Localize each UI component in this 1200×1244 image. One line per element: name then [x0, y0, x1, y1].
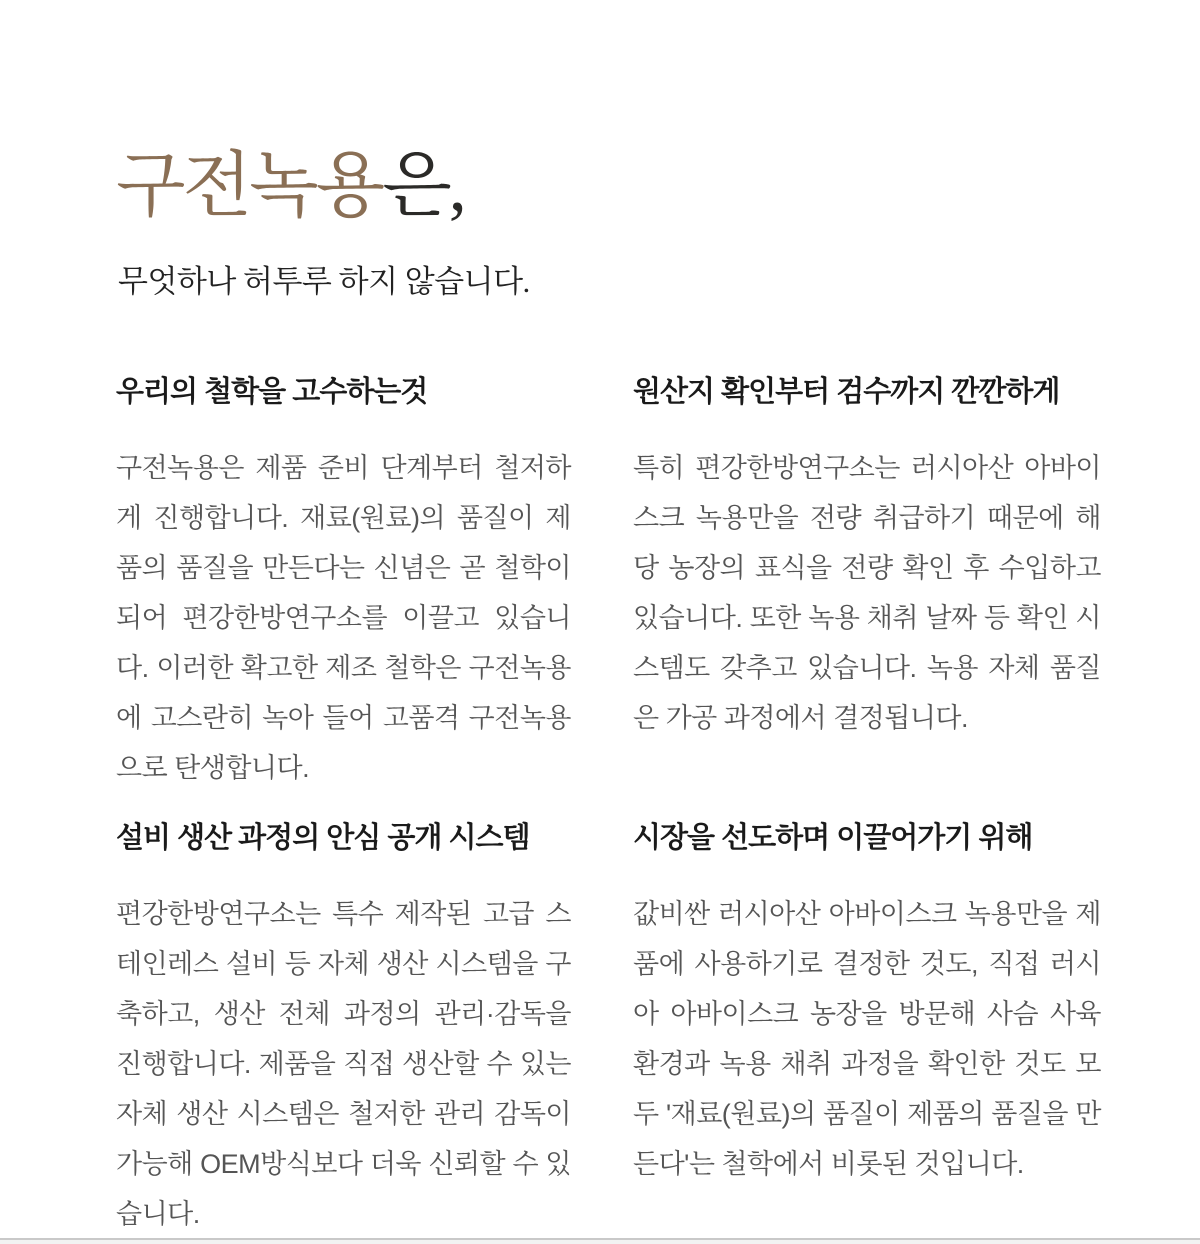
section-card-market-leading [633, 819, 1101, 1239]
sections-grid [116, 373, 1101, 1239]
section-heading: 시장을 선도하며 이끌어가기 위해 [633, 822, 1033, 854]
section-heading: 우리의 철학을 고수하는것 [116, 376, 428, 408]
section-card-origin-inspection [633, 373, 1101, 793]
section-body: 구전녹용은 제품 준비 단계부터 철저하게 진행합니다. 재료(원료)의 품질이 제품의 품질을 만든다는 신념은 곧 철학이 되어 편강한방연구소를 이끌고 있습니다. 이러한 확고한 제조 철학은 구전녹용에 고스란히 녹아 들어 고품격 구전녹용으로 탄생합니다. [116, 453, 571, 783]
section-heading: 설비 생산 과정의 안심 공개 시스템 [116, 822, 530, 854]
page-subtitle: 무엇하나 허투루 하지 않습니다. [118, 264, 530, 299]
section-card-production-system [116, 819, 571, 1239]
page-title-suffix: 은, [382, 146, 464, 226]
section-body: 값비싼 러시아산 아바이스크 녹용만을 제품에 사용하기로 결정한 것도, 직접 러시아 아바이스크 농장을 방문해 사슴 사육 환경과 녹용 채취 과정을 확인한 것도 모두 '재료(원료)의 품질이 제품의 품질을 만든다'는 철학에서 비롯된 것입니다. [633, 899, 1101, 1179]
hero-section [0, 0, 1200, 301]
section-body: 특히 편강한방연구소는 러시아산 아바이스크 녹용만을 전량 취급하기 때문에 해당 농장의 표식을 전량 확인 후 수입하고 있습니다. 또한 녹용 채취 날짜 등 확인 시스템도 갖추고 있습니다. 녹용 자체 품질은 가공 과정에서 결정됩니다. [633, 453, 1101, 733]
section-body: 편강한방연구소는 특수 제작된 고급 스테인레스 설비 등 자체 생산 시스템을 구축하고, 생산 전체 과정의 관리·감독을 진행합니다. 제품을 직접 생산할 수 있는 자체 생산 시스템은 철저한 관리 감독이 가능해 OEM방식보다 더욱 신뢰할 수 있습니다. [116, 899, 571, 1229]
footer-divider [0, 1238, 1200, 1244]
section-card-philosophy [116, 373, 571, 793]
page-title [116, 146, 1200, 226]
section-heading: 원산지 확인부터 검수까지 깐깐하게 [633, 376, 1060, 408]
page-title-accent: 구전녹용 [116, 146, 383, 226]
